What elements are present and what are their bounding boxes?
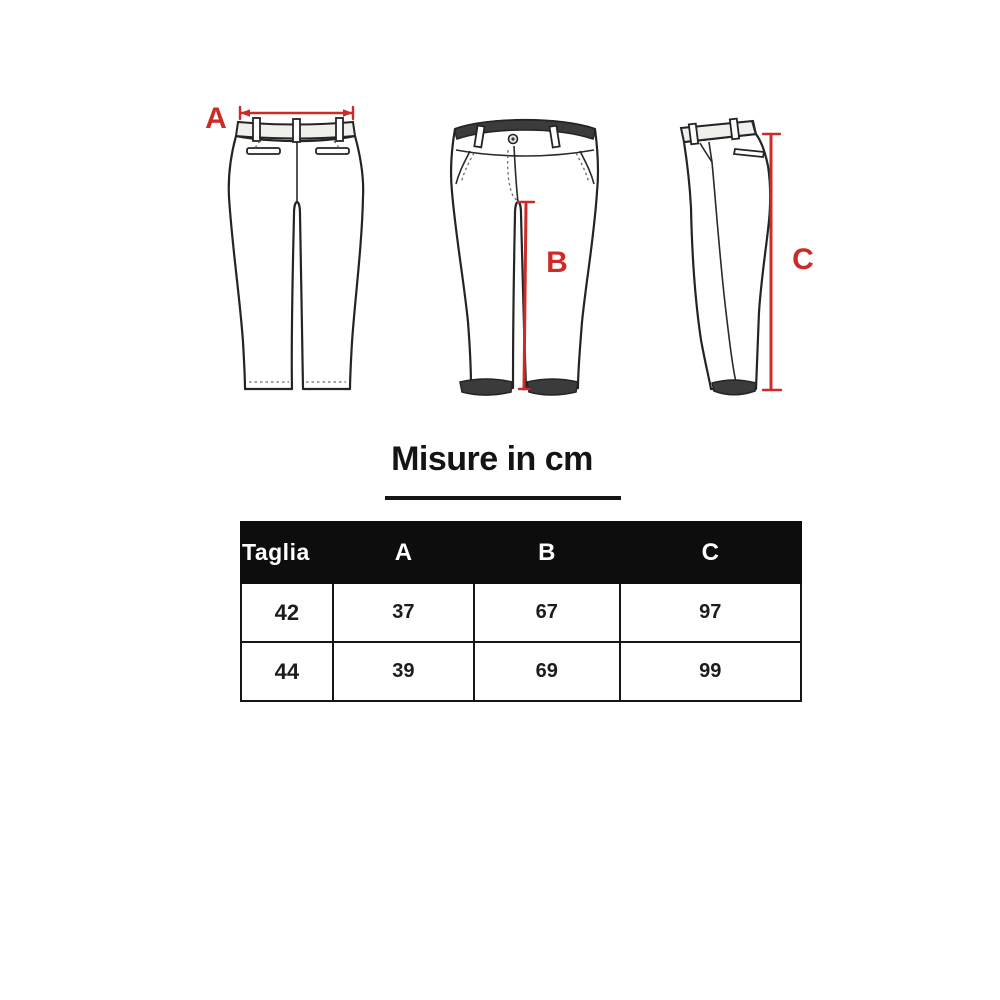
size-value: 44 bbox=[241, 642, 333, 701]
measure-c-value: 99 bbox=[620, 642, 801, 701]
back-welt-pocket bbox=[247, 148, 280, 154]
measure-a-value: 39 bbox=[333, 642, 474, 701]
column-header-b: B bbox=[474, 522, 620, 583]
size-row-42 bbox=[241, 583, 801, 642]
measure-a-value: 37 bbox=[333, 583, 474, 642]
pants-side-view bbox=[681, 119, 814, 395]
belt-loop bbox=[336, 118, 343, 141]
measure-b-value: 69 bbox=[474, 642, 620, 701]
pants-front-view bbox=[451, 120, 598, 395]
size-table-header-row bbox=[241, 522, 801, 583]
section-title: Misure in cm bbox=[391, 440, 593, 478]
pants-measurement-diagrams bbox=[0, 0, 1000, 440]
pants-side-body bbox=[684, 134, 770, 389]
waist-button-center bbox=[511, 137, 514, 140]
title-underline bbox=[385, 496, 621, 500]
column-header-c: C bbox=[620, 522, 801, 583]
size-row-44 bbox=[241, 642, 801, 701]
back-welt-pocket bbox=[316, 148, 349, 154]
size-value: 42 bbox=[241, 583, 333, 642]
side-leg-opening bbox=[712, 380, 756, 395]
front-leg-opening bbox=[527, 379, 578, 395]
column-header-a: A bbox=[333, 522, 474, 583]
pants-back-body bbox=[229, 136, 363, 389]
measure-b-value: 67 bbox=[474, 583, 620, 642]
size-table bbox=[240, 521, 802, 702]
measure-label-a: A bbox=[205, 102, 227, 135]
measure-c-value: 97 bbox=[620, 583, 801, 642]
belt-loop bbox=[689, 124, 698, 145]
measure-label-b: B bbox=[546, 246, 568, 279]
pants-back-view bbox=[205, 102, 363, 389]
belt-loop bbox=[253, 118, 260, 141]
measure-label-c: C bbox=[792, 243, 814, 276]
belt-loop bbox=[730, 119, 739, 140]
column-header-taglia: Taglia bbox=[241, 522, 333, 583]
front-leg-opening bbox=[460, 379, 512, 395]
belt-loop bbox=[293, 119, 300, 142]
